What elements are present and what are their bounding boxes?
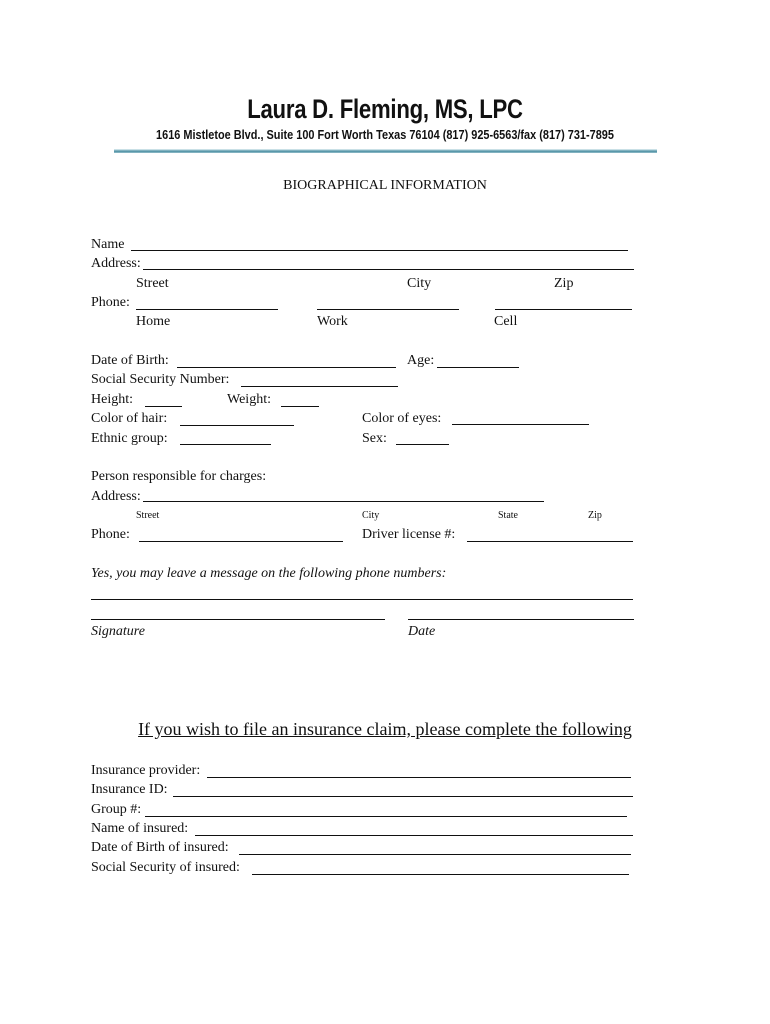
ssn-field[interactable] [241,386,398,387]
sex-field[interactable] [396,444,449,445]
responsible-phone-label: Phone: [91,527,130,542]
weight-label: Weight: [227,392,271,407]
sex-label: Sex: [362,431,387,446]
responsible-address-label: Address: [91,489,141,504]
height-field[interactable] [145,406,182,407]
hair-field[interactable] [180,425,294,426]
practitioner-name: Laura D. Fleming, MS, LPC [247,94,523,124]
insured-dob-label: Date of Birth of insured: [91,840,229,855]
insurance-provider-label: Insurance provider: [91,763,201,778]
city-caption: City [407,276,432,291]
age-label: Age: [407,353,435,368]
insurance-id-field[interactable] [173,796,633,797]
cell-phone-field[interactable] [495,309,632,310]
group-field[interactable] [145,816,627,817]
name-label: Name [91,237,125,252]
street-caption: Street [136,276,169,291]
eyes-label: Color of eyes: [362,411,442,426]
work-phone-field[interactable] [317,309,459,310]
responsible-zip-caption: Zip [588,510,602,521]
address-field[interactable] [143,269,634,270]
cell-caption: Cell [494,314,518,329]
dob-field[interactable] [177,367,396,368]
home-caption: Home [136,314,171,329]
age-field[interactable] [437,367,519,368]
eyes-field[interactable] [452,424,589,425]
zip-caption: Zip [554,276,574,291]
insured-dob-field[interactable] [239,854,631,855]
responsible-street-caption: Street [136,510,160,521]
signature-field[interactable] [91,619,385,620]
responsible-phone-field[interactable] [139,541,343,542]
license-label: Driver license #: [362,527,456,542]
dob-label: Date of Birth: [91,353,169,368]
work-caption: Work [317,314,348,329]
insured-name-label: Name of insured: [91,821,189,836]
message-permission-text: Yes, you may leave a message on the following phone numbers: [91,566,447,581]
date-caption: Date [408,624,436,639]
signature-caption: Signature [91,624,145,639]
ssn-label: Social Security Number: [91,372,230,387]
responsible-city-caption: City [362,510,380,521]
weight-field[interactable] [281,406,319,407]
insured-ssn-field[interactable] [252,874,629,875]
insured-ssn-label: Social Security of insured: [91,860,240,875]
responsible-state-caption: State [498,510,518,521]
insured-name-field[interactable] [195,835,633,836]
insurance-heading: If you wish to file an insurance claim, please complete the following [138,719,632,739]
phone-label: Phone: [91,295,130,310]
ethnic-label: Ethnic group: [91,431,168,446]
home-phone-field[interactable] [136,309,278,310]
message-phone-field[interactable] [91,599,633,600]
header-rule [114,150,657,153]
height-label: Height: [91,392,133,407]
responsible-heading: Person responsible for charges: [91,469,267,484]
responsible-address-field[interactable] [143,501,544,502]
hair-label: Color of hair: [91,411,168,426]
section-title: BIOGRAPHICAL INFORMATION [283,178,487,193]
ethnic-field[interactable] [180,444,271,445]
address-label: Address: [91,256,141,271]
insurance-id-label: Insurance ID: [91,782,168,797]
license-field[interactable] [467,541,633,542]
practice-address: 1616 Mistletoe Blvd., Suite 100 Fort Worth Texas 76104 (817) 925-6563/fax (817) 731-7895 [156,127,614,142]
group-label: Group #: [91,802,142,817]
date-field[interactable] [408,619,634,620]
name-field[interactable] [131,250,628,251]
insurance-provider-field[interactable] [207,777,631,778]
